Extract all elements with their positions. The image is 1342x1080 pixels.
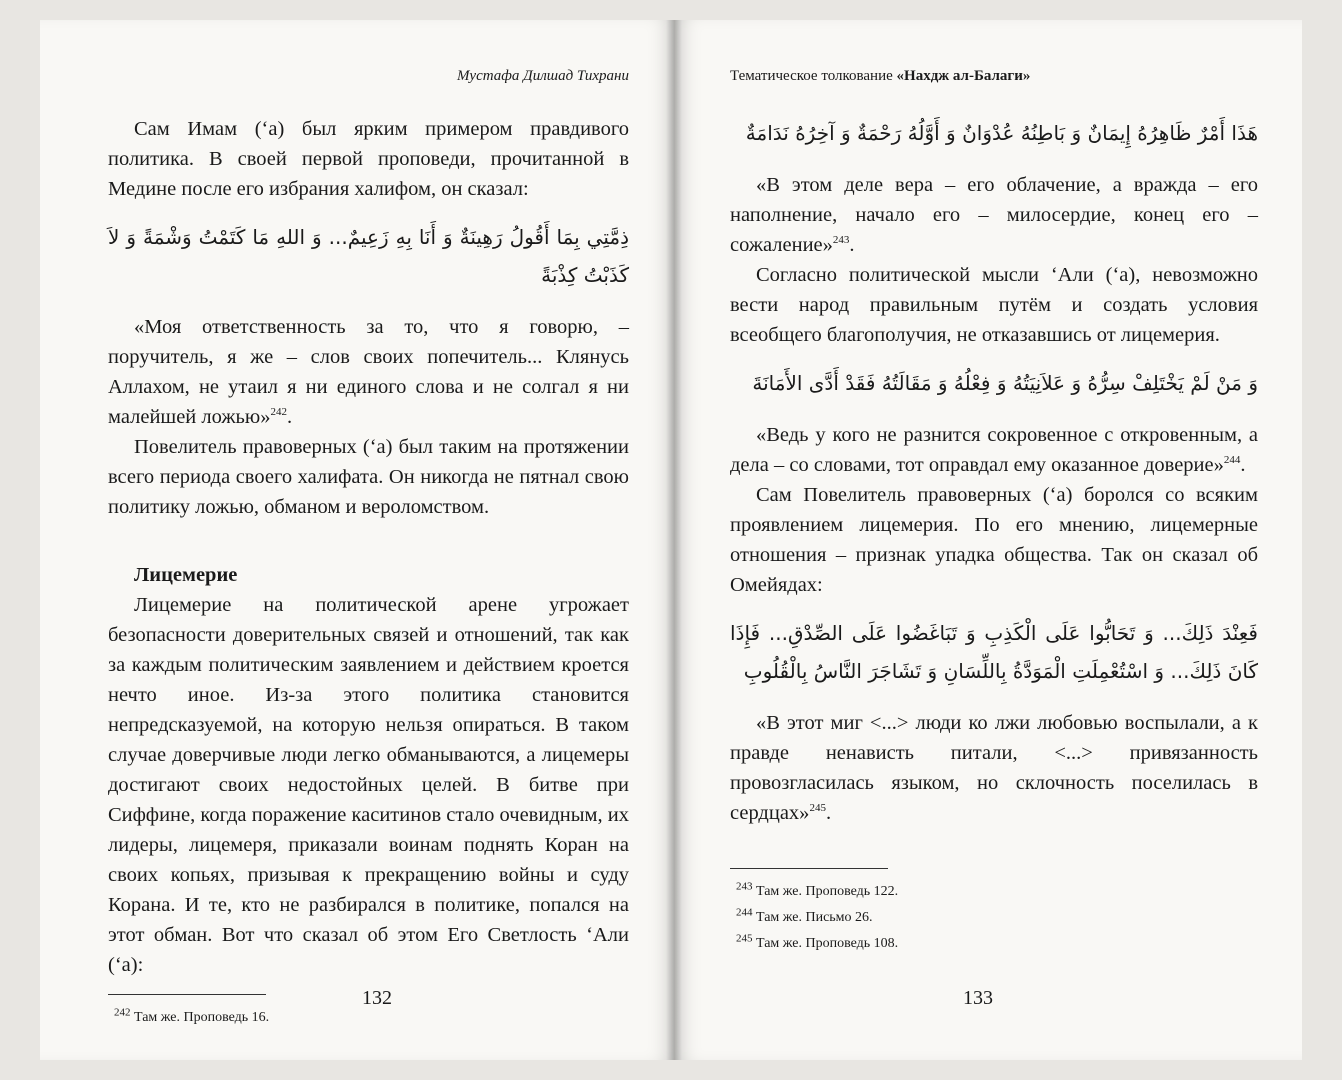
paragraph: Повелитель правоверных (‘а) был таким на протяжении всего периода своего халифата. Он никогда не пятнал свою политику ложью, обманом и вероломством. xyxy=(108,436,629,518)
quote-text: «Ведь у кого не разнится сокровенное с откровенным, а дела – со словами, тот оправдал ему оказанное доверие» xyxy=(730,424,1258,476)
paragraph: Сам Имам (‘а) был ярким примером правдивого политика. В своей первой проповеди, прочитанной в Медине после его избрания халифом, он сказал: xyxy=(108,118,629,200)
running-head-prefix: Тематическое толкование xyxy=(730,68,897,84)
footnote-number: 245 xyxy=(736,932,753,945)
footnote-ref: 243 xyxy=(832,234,850,247)
footnote-text: Там же. Проповедь 16. xyxy=(134,1010,270,1025)
footnote-text: Там же. Проповедь 122. xyxy=(756,884,899,899)
translated-quote: «В этот миг <...> люди ко лжи любовью воспылали, а к правде ненависть питали, <...> привязанность провозгласилась языком, но склочность поселилась в сердцах»$^{245}$. xyxy=(730,712,1258,824)
paragraph: Сам Повелитель правоверных (‘а) боролся со всяким проявлением лицемерия. По его мнению, лицемерные отношения – признак упадка общества. Так он сказал об Омейядах: xyxy=(730,484,1258,596)
translated-quote: «Ведь у кого не разнится сокровенное с откровенным, а дела – со словами, тот оправдал ему оказанное доверие»$^{244}$. xyxy=(730,424,1258,476)
footnote-number: 244 xyxy=(736,906,753,919)
section-heading: Лицемерие xyxy=(134,564,238,586)
footnote-divider xyxy=(730,868,888,869)
paragraph: Согласно политической мысли ‘Али (‘а), невозможно вести народ правильным путём и создать условия всеобщего благополучия, не отказавшись от лицемерия. xyxy=(730,264,1258,346)
book-spine-shadow xyxy=(666,20,682,1060)
footnote-number: 242 xyxy=(114,1006,131,1019)
running-head-author: Мустафа Дилшад Тихрани xyxy=(456,68,629,84)
right-page xyxy=(674,20,1302,1060)
footnote xyxy=(730,879,1258,905)
page-number: 133 xyxy=(963,987,993,1009)
footnote-ref: 244 xyxy=(1223,454,1241,467)
footnote-number: 243 xyxy=(736,880,753,893)
footnote-text: Там же. Письмо 26. xyxy=(756,910,873,925)
footnote xyxy=(730,931,1258,957)
running-head-title xyxy=(730,68,1258,88)
running-head-book-title: «Нахдж ал-Балаги» xyxy=(896,68,1031,84)
arabic-quote: وَ مَنْ لَمْ يَخْتَلِفْ سِرُّهُ وَ عَلاَنِيَتُهُ وَ فِعْلُهُ وَ مَقَالَتُهُ فَقَدْ أَدَّى الأَمَانَةَ xyxy=(752,371,1258,395)
translated-quote: «Моя ответственность за то, что я говорю, – поручитель, я же – слов своих попечитель... Клянусь Аллахом, не утаил я ни единого слова и не солгал я ни малейшей ложью»$^{242}$. xyxy=(108,316,629,428)
paragraph: Лицемерие на политической арене угрожает безопасности доверительных связей и отношений, так как за каждым политическим заявлением и действием кроется нечто иное. Из-за этого политика становится непредсказуемой, на которую нельзя опираться. В таком случае доверчивые люди легко обманываются, а лицемеры достигают своих недостойных целей. В битве при Сиффине, когда поражение каситинов стало очевидным, их лидеры, лицемеря, приказали воинам поднять Коран на своих копьях, призывая к прекращению войны и суду Корана. И те, кто не разбирался в политике, попался на этот обман. Вот что сказал об этом Его Светлость ‘Али (‘а): xyxy=(108,594,629,976)
quote-text: «В этот миг <...> люди ко лжи любовью воспылали, а к правде ненависть питали, <...> привязанность провозгласилась языком, но склочность поселилась в сердцах» xyxy=(730,712,1258,824)
footnote-text: Там же. Проповедь 108. xyxy=(756,936,899,951)
arabic-quote: هَذَا أَمْرٌ ظَاهِرُهُ إِيمَانٌ وَ بَاطِنُهُ عُدْوَانٌ وَ أَوَّلُهُ رَحْمَةٌ وَ آخِرُهُ نَدَامَةٌ xyxy=(745,121,1258,145)
footnote-ref: 242 xyxy=(270,406,287,419)
footnote-ref: 245 xyxy=(809,802,826,815)
translated-quote: «В этом деле вера – его облачение, а вражда – его наполнение, начало его – милосердие, конец его – сожаление»$^{243}$. xyxy=(730,174,1258,256)
arabic-quote: فَعِنْدَ ذَلِكَ... وَ تَحَابُّوا عَلَى الْكَذِبِ وَ تَبَاغَضُوا عَلَى الصِّدْقِ... فَإِذَا كَانَ ذَلِكَ... وَ اسْتُعْمِلَتِ الْمَوَدَّةُ بِاللِّسَانِ وَ تَشَاجَرَ النَّاسُ بِالْقُلُوبِ xyxy=(730,621,1258,683)
arabic-quote: ذِمَّتِي بِمَا أَقُولُ رَهِينَةٌ وَ أَنَا بِهِ زَعِيمٌ... وَ اللهِ مَا كَتَمْتُ وَشْمَةً وَ لاَ كَذَبْتُ كِذْبَةً xyxy=(108,225,629,287)
page-number: 132 xyxy=(362,987,392,1009)
quote-text: «В этом деле вера – его облачение, а вражда – его наполнение, начало его – милосердие, конец его – сожаление» xyxy=(730,174,1258,256)
quote-text: «Моя ответственность за то, что я говорю, – поручитель, я же – слов своих попечитель... Клянусь Аллахом, не утаил я ни единого слова и не солгал я ни малейшей ложью» xyxy=(108,316,629,428)
left-page xyxy=(40,20,674,1060)
footnote xyxy=(730,905,1258,931)
